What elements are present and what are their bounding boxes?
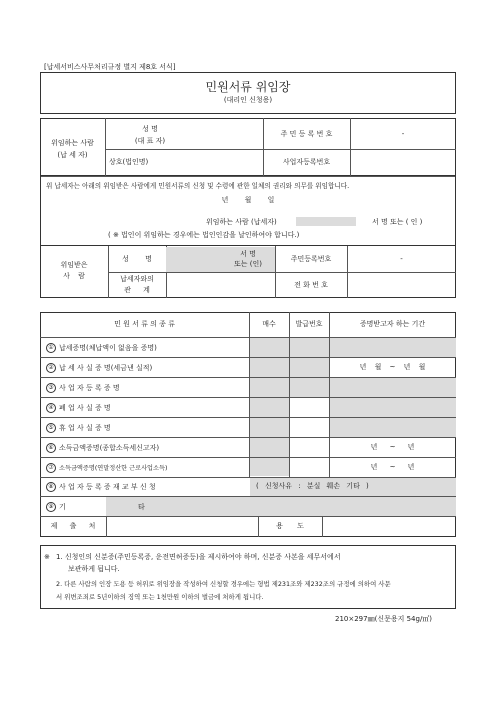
- row-number: ⑨: [46, 502, 56, 512]
- row-number: ⑤: [46, 423, 56, 433]
- col-header-doc-type: 민 원 서 류 의 종 류: [114, 320, 175, 328]
- delegate-label-sub: 사 람: [63, 272, 85, 280]
- period-shade-1: [329, 337, 456, 357]
- row-period[interactable]: 년 ~ 년: [370, 463, 415, 471]
- delegator-company-field[interactable]: [170, 151, 260, 174]
- col-header-period: 증명받고자 하는 기간: [359, 320, 426, 328]
- purpose-field[interactable]: [324, 518, 454, 535]
- row-period[interactable]: 년 ~ 년: [370, 443, 415, 451]
- row-label: 폐 업 사 실 증 명: [59, 404, 111, 412]
- row-number: ⑧: [46, 482, 56, 492]
- period-shade-3-5: [329, 377, 456, 437]
- statement-sign-label: 서 명 또는 ( 인 ): [372, 218, 423, 226]
- table-row[interactable]: [46, 482, 156, 492]
- table-row[interactable]: [46, 443, 159, 453]
- delegate-sign-label: 서 명: [240, 250, 256, 258]
- statement-signer-label: 위임하는 사람 (납세자): [206, 218, 277, 226]
- delegate-sign-label-sub: 또는 (인): [234, 260, 262, 268]
- note-1: 1. 신청인의 신분증(주민등록증, 운전면허증등)을 제시하여야 하며, 신분증 사본을 세무서에서: [56, 553, 341, 561]
- table-row[interactable]: [46, 463, 167, 473]
- delegator-resident-no-field[interactable]: -: [401, 130, 405, 138]
- page-subtitle: (대리인 신청용): [223, 96, 273, 104]
- form-caption: [납세서비스사무처리규정 별지 제8호 서식]: [44, 63, 176, 71]
- table-row[interactable]: [46, 343, 157, 353]
- delegator-label-sub: (납 세 자): [57, 151, 88, 159]
- reissue-reason[interactable]: ( 신청사유 : 분실 훼손 기타 ): [256, 482, 369, 490]
- statement-text: 위 납세자는 아래의 위임받은 사람에게 민원서류의 신청 및 수령에 관한 일체의 권리와 의무를 위임합니다.: [46, 182, 350, 190]
- table-row[interactable]: [46, 502, 145, 512]
- delegate-relation-field[interactable]: [168, 274, 273, 296]
- row-number: ①: [46, 343, 56, 353]
- delegate-name-label: 성 명: [122, 255, 152, 263]
- delegator-name-label: 성 명: [142, 125, 158, 133]
- delegator-business-no-label: 사업자등록번호: [282, 158, 331, 166]
- delegator-resident-no-label: 주 민 등 록 번 호: [280, 130, 333, 138]
- signer-field[interactable]: [296, 217, 356, 226]
- row-number: ④: [46, 403, 56, 413]
- note-2: 2. 다른 사람의 인장 도용 등 허위로 위임장을 작성하여 신청할 경우에는 형법 제231조와 제232조의 규정에 의하여 사문: [56, 580, 391, 588]
- delegate-phone-field[interactable]: [349, 274, 454, 296]
- delegate-relation-label: 납세자와의: [120, 275, 154, 283]
- row-label: 납세증명(체납액이 없음을 증명): [59, 344, 157, 352]
- notes-mark: ※: [44, 553, 50, 561]
- delegate-relation-label-sub: 관 계: [124, 286, 150, 294]
- row-label: 사 업 자 등 록 증 명: [59, 384, 120, 392]
- row-label: 소득금액증명(연말정산한 근로사업소득): [59, 465, 168, 472]
- col-header-issue-no: 발급번호: [295, 320, 323, 328]
- page-title: 민원서류 위임장: [205, 80, 291, 94]
- statement-note: ( ※ 법인이 위임하는 경우에는 법인인감을 날인하여야 합니다.): [108, 231, 300, 239]
- row-number: ⑦: [46, 463, 56, 473]
- table-row[interactable]: [46, 363, 152, 373]
- delegate-label: 위임받은: [60, 261, 88, 269]
- submit-to-field[interactable]: [108, 518, 256, 535]
- table-row[interactable]: [46, 423, 111, 433]
- delegator-label: 위임하는 사람: [51, 139, 94, 147]
- delegate-name-field[interactable]: [168, 248, 226, 270]
- row-label: 소득금액증명(종합소득세신고자): [59, 444, 160, 452]
- table-row[interactable]: [46, 403, 111, 413]
- delegate-resident-no-label: 주민등록번호: [290, 255, 332, 263]
- row-number: ⑥: [46, 443, 56, 453]
- row-label: 납 세 사 실 증 명(세금낸 실적): [59, 364, 153, 372]
- row-number: ③: [46, 383, 56, 393]
- purpose-label: 용 도: [276, 522, 304, 530]
- delegator-company-label: 상호(법인명): [109, 158, 149, 166]
- delegator-rep-label: (대 표 자): [134, 137, 166, 145]
- statement-date[interactable]: 년 월 일: [221, 196, 275, 204]
- row-label: 휴 업 사 실 증 명: [59, 424, 111, 432]
- note-2-cont: 서 위변조죄로 5년이하의 징역 또는 1천만원 이하의 벌금에 처하게 됩니다.: [56, 593, 264, 601]
- delegator-name-field[interactable]: [196, 121, 260, 147]
- table-row[interactable]: [46, 383, 120, 393]
- row-period[interactable]: 년 월 ~ 년 월: [359, 363, 426, 371]
- issue-no-column-shade: [289, 337, 329, 397]
- row-number: ②: [46, 363, 56, 373]
- col-header-count: 매수: [262, 320, 276, 328]
- row-label: 사 업 자 등 록 증 재 교 부 신 청: [59, 483, 156, 491]
- other-shade: [106, 496, 456, 516]
- delegator-business-no-field[interactable]: [352, 151, 454, 174]
- delegate-phone-label: 전 화 번 호: [294, 281, 328, 289]
- note-1-cont: 보관하게 됩니다.: [68, 565, 120, 573]
- delegate-resident-no-field[interactable]: -: [400, 255, 403, 263]
- paper-spec: 210×297㎜(신문용지 54g/㎡): [335, 615, 433, 623]
- row-label: 기 타: [59, 503, 145, 511]
- submit-to-label: 제 출 처: [50, 522, 96, 530]
